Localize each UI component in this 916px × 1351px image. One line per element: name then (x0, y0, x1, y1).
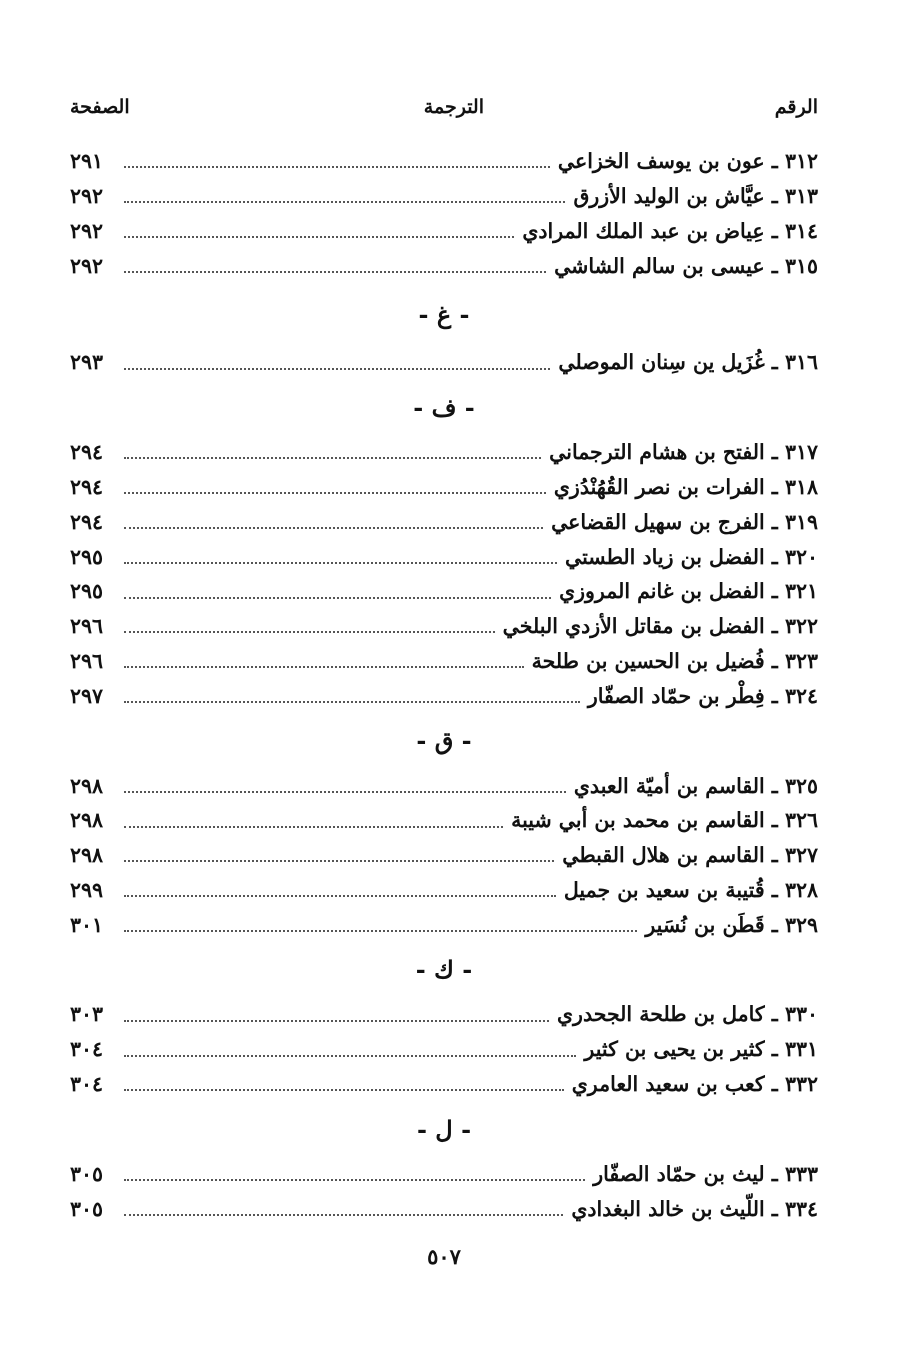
entry-title: ٣١٦ ـ غُزَيل ين سِنان الموصلي (558, 350, 818, 375)
dot-leader (124, 701, 580, 703)
entry-title: ٣١٢ ـ عون بن يوسف الخزاعي (557, 149, 818, 174)
index-row (70, 803, 818, 838)
dot-leader (124, 826, 503, 828)
entry-page-number: ٢٩٤ (70, 474, 104, 499)
entry-page-number: ٢٩٤ (70, 509, 104, 534)
dot-leader (124, 201, 565, 203)
index-row (70, 1192, 818, 1227)
index-row (70, 470, 818, 505)
entry-page-number: ٣٠٣ (70, 1002, 104, 1027)
section-letter-heading: - غ - (418, 299, 470, 329)
dot-leader (124, 368, 550, 370)
section-letter-heading: - ل - (416, 1114, 472, 1144)
dot-leader (124, 930, 637, 932)
entry-title: ٣٢٧ ـ القاسم بن هلال القبطي (562, 843, 818, 868)
entry-title: ٣٣٢ ـ كعب بن سعيد العامري (571, 1072, 818, 1097)
entry-title: ٣٢٨ ـ قُتيبة بن سعيد بن جميل (563, 877, 818, 902)
index-row (70, 609, 818, 644)
entry-title: ٣٢٥ ـ القاسم بن أميّة العبدي (573, 773, 818, 798)
index-row (70, 873, 818, 908)
entry-title: ٣١٤ ـ عِياض بن عبد الملك المرادي (522, 218, 818, 243)
index-row (70, 1157, 818, 1192)
section-letter-heading: - ك - (415, 955, 473, 985)
index-row (70, 179, 818, 214)
entry-page-number: ٢٩٢ (70, 253, 104, 278)
page-number: ٥٠٧ (427, 1244, 461, 1269)
dot-leader (124, 631, 495, 633)
index-row (70, 1032, 818, 1067)
entry-page-number: ٢٩٢ (70, 183, 104, 208)
entry-title: ٣١٩ ـ الفرج بن سهيل القضاعي (551, 509, 818, 534)
dot-leader (124, 597, 551, 599)
index-row (70, 435, 818, 470)
index-row (70, 768, 818, 803)
entry-page-number: ٢٩٢ (70, 218, 104, 243)
number-column-label: الرقم (774, 96, 818, 118)
entry-page-number: ٢٩٤ (70, 440, 104, 465)
entry-page-number: ٣٠٥ (70, 1161, 104, 1186)
entry-page-number: ٣٠١ (70, 912, 104, 937)
dot-leader (124, 457, 541, 459)
dot-leader (124, 1214, 563, 1216)
page-column-label: الصفحة (70, 96, 130, 118)
index-row (70, 679, 818, 714)
dot-leader (124, 1055, 576, 1057)
dot-leader (124, 1179, 585, 1181)
entry-page-number: ٢٩٥ (70, 579, 104, 604)
index-row (70, 345, 818, 380)
title-column-label: الترجمة (423, 96, 484, 118)
entry-page-number: ٢٩٩ (70, 877, 104, 902)
dot-leader (124, 236, 514, 238)
entry-page-number: ٢٩٥ (70, 544, 104, 569)
index-entries (70, 144, 818, 1226)
entry-title: ٣٢١ ـ الفضل بن غانم المروزي (559, 579, 818, 604)
index-row (70, 574, 818, 609)
entry-page-number: ٢٩٦ (70, 648, 104, 673)
entry-title: ٣٣٠ ـ كامل بن طلحة الجحدري (557, 1002, 818, 1027)
entry-page-number: ٢٩٦ (70, 614, 104, 639)
index-row (70, 644, 818, 679)
dot-leader (124, 1089, 564, 1091)
entry-title: ٣٢٣ ـ فُضيل بن الحسين بن طلحة (531, 648, 818, 673)
entry-title: ٣٣١ ـ كثير بن يحيى بن كثير (584, 1037, 818, 1062)
index-row (70, 539, 818, 574)
entry-page-number: ٣٠٤ (70, 1037, 104, 1062)
dot-leader (124, 492, 546, 494)
index-row (70, 248, 818, 283)
column-header (70, 96, 818, 132)
dot-leader (124, 166, 550, 168)
entry-page-number: ٢٩٧ (70, 683, 104, 708)
entry-title: ٣٢٦ ـ القاسم بن محمد بن أبي شيبة (511, 808, 818, 833)
index-row (70, 908, 818, 943)
dot-leader (124, 666, 524, 668)
index-row (70, 997, 818, 1032)
entry-page-number: ٢٩٣ (70, 350, 104, 375)
section-letter-heading: - ف - (413, 392, 475, 422)
entry-title: ٣٣٤ ـ اللّيث بن خالد البغدادي (571, 1196, 818, 1221)
entry-title: ٣١٥ ـ عيسى بن سالم الشاشي (554, 253, 818, 278)
index-row (70, 505, 818, 540)
dot-leader (124, 1020, 549, 1022)
index-page (70, 0, 818, 1351)
entry-title: ٣١٣ ـ عيَّاش بن الوليد الأزرق (573, 183, 818, 208)
dot-leader (124, 791, 566, 793)
section-letter-heading: - ق - (416, 726, 472, 756)
entry-page-number: ٢٩٨ (70, 843, 104, 868)
entry-page-number: ٢٩٨ (70, 808, 104, 833)
index-row (70, 214, 818, 249)
entry-title: ٣١٧ ـ الفتح بن هشام الترجماني (549, 440, 818, 465)
index-row (70, 144, 818, 179)
entry-title: ٣٢٩ ـ قَطَن بن نُسَير (645, 912, 818, 937)
dot-leader (124, 527, 543, 529)
dot-leader (124, 895, 556, 897)
entry-title: ٣١٨ ـ الفرات بن نصر القُهُنْدُزي (553, 474, 818, 499)
entry-page-number: ٢٩٨ (70, 773, 104, 798)
dot-leader (124, 271, 546, 273)
index-row (70, 838, 818, 873)
entry-title: ٣٢٤ ـ فِطْر بن حمّاد الصفّار (587, 683, 818, 708)
entry-title: ٣٢٠ ـ الفضل بن زياد الطستي (565, 544, 818, 569)
dot-leader (124, 860, 554, 862)
entry-page-number: ٢٩١ (70, 149, 104, 174)
entry-title: ٣٢٢ ـ الفضل بن مقاتل الأزدي البلخي (502, 614, 818, 639)
index-row (70, 1067, 818, 1102)
entry-page-number: ٣٠٥ (70, 1196, 104, 1221)
entry-title: ٣٣٣ ـ ليث بن حمّاد الصفّار (593, 1161, 818, 1186)
dot-leader (124, 562, 557, 564)
entry-page-number: ٣٠٤ (70, 1072, 104, 1097)
